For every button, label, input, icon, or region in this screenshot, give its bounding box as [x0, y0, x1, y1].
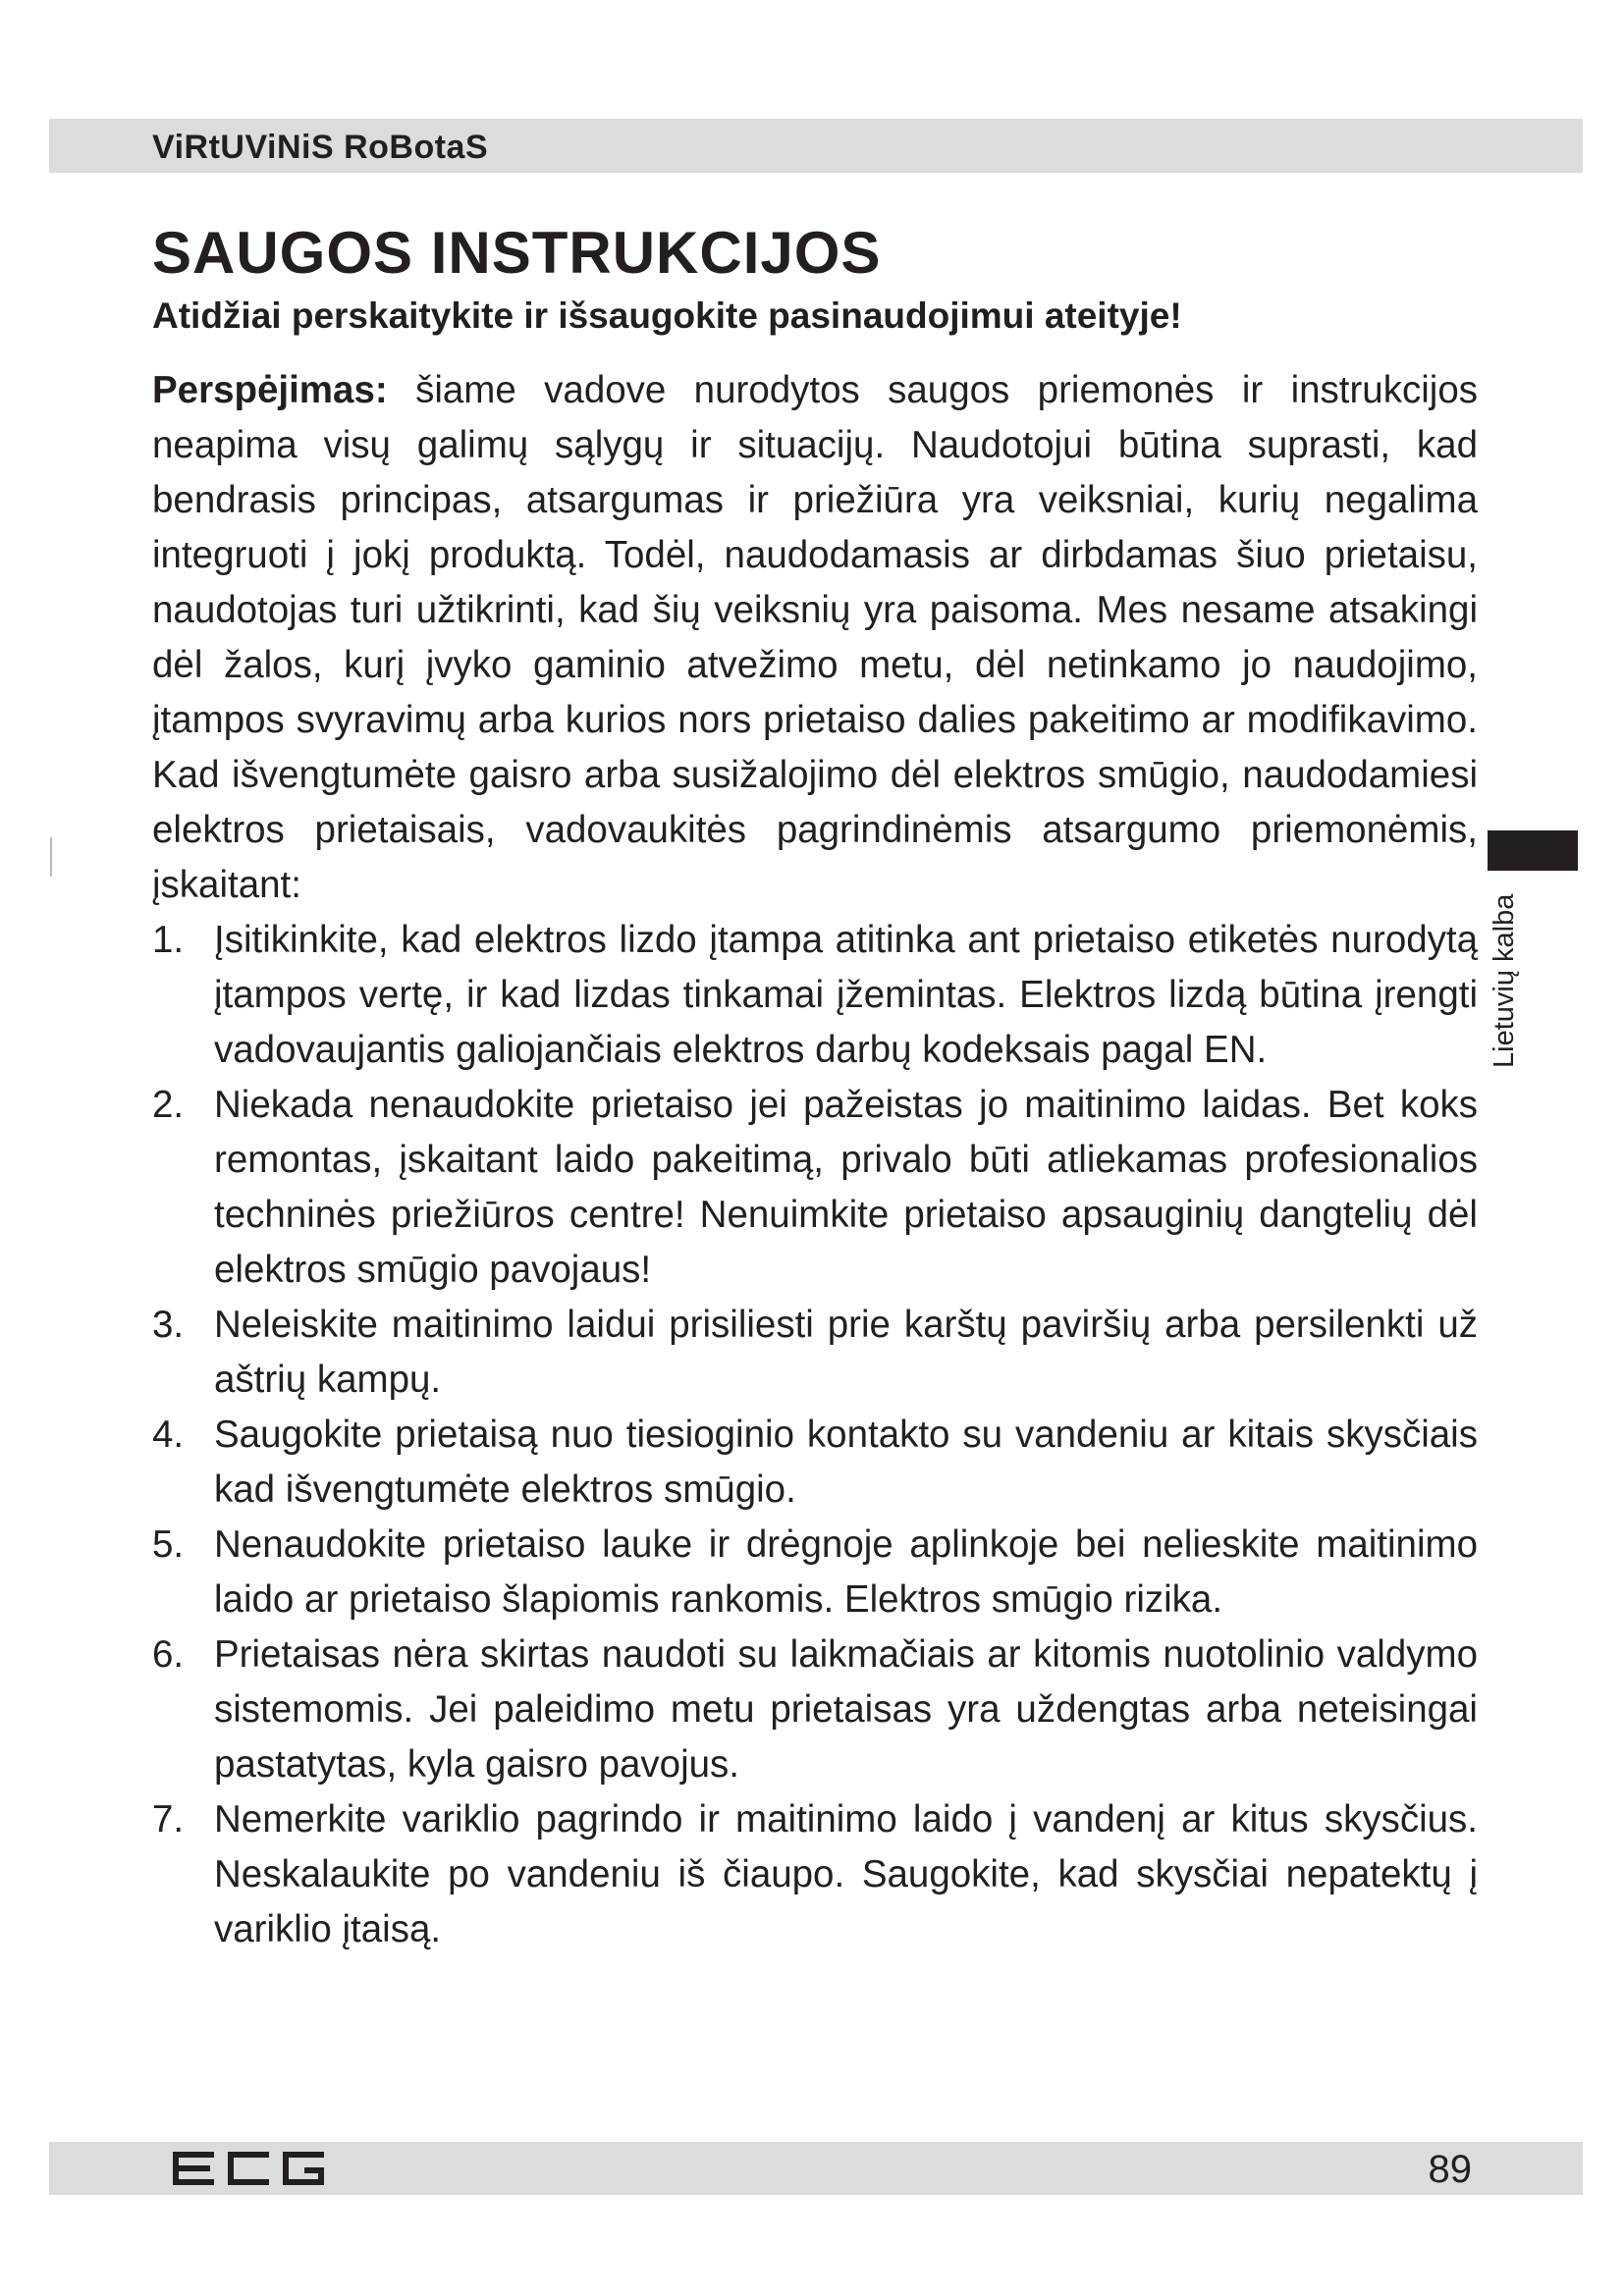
page-subtitle: Atidžiai perskaitykite ir išsaugokite pasinaudojimui ateityje! [152, 295, 1182, 336]
instruction-item [152, 1518, 1478, 1628]
page-number: 89 [1428, 2148, 1472, 2191]
instruction-text: Saugokite prietaisą nuo tiesioginio kontakto su vandeniu ar kitais skysčiais kad išvengtumėte elektros smūgio. [214, 1414, 1478, 1511]
instruction-item [152, 1792, 1478, 1957]
main-content [152, 363, 1478, 1957]
instruction-text: Įsitikinkite, kad elektros lizdo įtampa atitinka ant prietaiso etiketės nurodytą įtampos vertę, ir kad lizdas tinkamai įžemintas. Elektros lizdą būtina įrengti vadovaujantis galiojančiais elektros darbų kodeksais pagal EN. [214, 919, 1478, 1071]
instruction-item [152, 1298, 1478, 1408]
instruction-number: 5. [152, 1523, 185, 1566]
instruction-text: Neleiskite maitinimo laidui prisiliesti prie karštų paviršių arba persilenkti už aštrių kampų. [214, 1304, 1478, 1401]
language-tab-marker [1488, 830, 1578, 871]
warning-label: Perspėjimas: [152, 369, 388, 411]
instruction-text: Nenaudokite prietaiso lauke ir drėgnoje aplinkoje bei nelieskite maitinimo laido ar prietaiso šlapiomis rankomis. Elektros smūgio rizika. [214, 1523, 1478, 1621]
instruction-number: 2. [152, 1084, 185, 1126]
instruction-text: Prietaisas nėra skirtas naudoti su laikmačiais ar kitomis nuotolinio valdymo sistemomis. Jei paleidimo metu prietaisas yra uždengtas arba neteisingai pastatytas, kyla gaisro pavojus. [214, 1633, 1478, 1786]
margin-mark [50, 837, 52, 877]
instruction-item [152, 1408, 1478, 1518]
page-title: SAUGOS INSTRUKCIJOS [152, 220, 882, 286]
footer-bar [49, 2142, 1583, 2195]
instruction-text: Niekada nenaudokite prietaiso jei pažeistas jo maitinimo laidas. Bet koks remontas, įskaitant laido pakeitimą, privalo būti atliekamas profesionalios techninės priežiūros centre! Nenuimkite prietaiso apsauginių dangtelių dėl elektros smūgio pavojaus! [214, 1084, 1478, 1291]
instruction-number: 6. [152, 1633, 185, 1676]
instruction-number: 3. [152, 1304, 185, 1346]
instruction-item [152, 1078, 1478, 1298]
ecg-logo [173, 2152, 330, 2185]
language-tab-label: Lietuvių kalba [1489, 893, 1520, 1068]
warning-text: šiame vadove nurodytos saugos priemonės ir instrukcijos neapima visų galimų sąlygų ir situacijų. Naudotojui būtina suprasti, kad bendrasis principas, atsargumas ir priežiūra yra veiksniai, kurių negalima integruoti į jokį produktą. Todėl, naudodamasis ar dirbdamas šiuo prietaisu, naudotojas turi užtikrinti, kad šių veiksnių yra paisoma. Mes nesame atsakingi dėl žalos, kurį įvyko gaminio atvežimo metu, dėl netinkamo jo naudojimo, įtampos svyravimų arba kurios nors prietaiso dalies pakeitimo ar modifikavimo. Kad išvengtumėte gaisro arba susižalojimo dėl elektros smūgio, naudodamiesi elektros prietaisais, vadovaukitės pagrindinėmis atsargumo priemonėmis, įskaitant: [152, 369, 1478, 906]
instruction-item [152, 1628, 1478, 1792]
warning-paragraph [152, 363, 1478, 913]
header-title: ViRtUViNiS RoBotaS [152, 129, 489, 166]
instruction-text: Nemerkite variklio pagrindo ir maitinimo laido į vandenį ar kitus skysčius. Neskalaukite po vandeniu iš čiaupo. Saugokite, kad skysčiai nepatektų į variklio įtaisą. [214, 1798, 1478, 1950]
instruction-number: 4. [152, 1414, 185, 1456]
instruction-number: 1. [152, 919, 185, 961]
instruction-item [152, 913, 1478, 1078]
header-bar [49, 119, 1583, 173]
instruction-list [152, 913, 1478, 1957]
instruction-number: 7. [152, 1798, 185, 1841]
